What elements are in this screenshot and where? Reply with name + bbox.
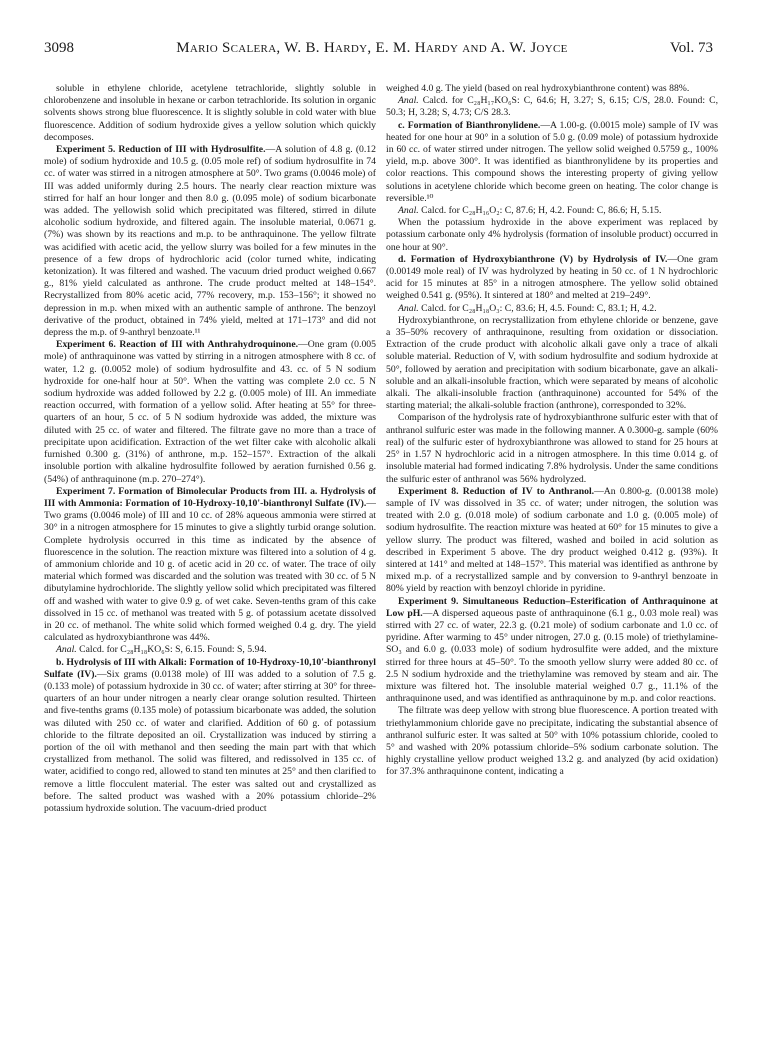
paragraph-text: —Six grams (0.0138 mole) of III was added to a solution of 7.5 g. (0.133 mole) of potassium hydroxide in 30 cc. of water; after stirring at 30° for three-quarters of an hour under nitrogen a nearly clear orange solution resulted. Thirteen and five-tenths grams (0.135 mole) of potassium bicarbonate was added, the solution was diluted with 250 cc. of water and clarified. Addition of 60 g. of potassium chloride to the filtrate deposited an oil. Crystallization was induced by stirring a portion of the oil with methanol and then seeding the main part with that which crystallized from methanol. The solid was filtered, and redissolved in 135 cc. of water, acidified to congo red, allowed to stand ten minutes at 25° and then clarified to remove a little flocculent material. The ester was salted out and crystallized as before. The salted product was washed with a 20% potassium chloride–2% potassium hydroxide solution. The vacuum-dried product [44, 668, 376, 814]
section-heading: d. Formation of Hydroxybianthrone (V) by Hydrolysis of IV. [398, 253, 668, 265]
paragraph-text: —Two grams (0.0046 mole) of III and 10 cc. of 28% aqueous ammonia were stirred at 30° in a nitrogen atmosphere for 15 minutes to give a slightly turbid orange solution. Complete hydrolysis occurred in this time as indicated by the absence of fluorescence in the solution. The reaction mixture was filtered into a solution of 4 g. of ammonium chloride and 10 g. of acetic acid in 20 cc. of water. The trace of oily material which formed was discarded and the solution was treated with 30 cc. of 5 N dibutylamine hydrochloride. The slightly yellow solid which precipitated was filtered off and washed with water to give 0.9 g. of wet cake. Seven-tenths gram of this cake dissolved in 15 cc. of methanol was treated with 5 g. of potassium acetate dissolved in 20 cc. of methanol. The white solid which formed weighed 0.4 g. dry. The yield calculated as hydroxybianthrone was 44%. [44, 497, 376, 644]
paragraph [44, 644, 376, 656]
paragraph [386, 95, 718, 119]
paragraph-text: —One gram (0.00149 mole real) of IV was hydrolyzed by heating in 50 cc. of 1 N hydrochloric acid for 15 minutes at 85° in a nitrogen atmosphere. The yellow solid obtained weighed 0.541 g. (95%). It sintered at 180° and melted at 219–249°. [386, 253, 718, 302]
paragraph [44, 339, 376, 485]
paragraph-text: Comparison of the hydrolysis rate of hydroxybianthrone sulfuric ester with that of anthranol sulfuric ester was made in the following manner. A 0.3000-g. sample (60% real) of the sulfuric ester of hydroxybianthrone was allowed to stand for 25 hours at 25° in 1.57 N hydrochloric acid in a nitrogen atmosphere. In this time 0.014 g. of insoluble material had formed indicating 7.8% hydrolysis. Under the same conditions the sulfuric ester of anthranol was 56% hydrolyzed. [386, 412, 718, 485]
section-heading: Experiment 8. Reduction of IV to Anthranol. [398, 485, 595, 497]
paragraph-text: soluble in ethylene chloride, acetylene tetrachloride, slightly soluble in chlorobenzene and insoluble in hexane or carbon tetrachloride. Its solution in organic solvents shows strong blue fluorescence. It is slightly soluble in cold water with blue fluorescence. Addition of sodium hydroxide gives a yellow solution which quickly decomposes. [44, 83, 376, 143]
paragraph [386, 205, 718, 217]
paragraph-text: Calcd. for C₂₈H₁₇KO₆S: C, 64.6; H, 3.27; S, 6.15; C/S, 28.0. Found: C, 50.3; H, 3.28; S, 4.73; C/S 28.3. [386, 95, 718, 119]
paragraph-text: Calcd. for C₂₈H₁₈O₃: C, 83.6; H, 4.5. Found: C, 83.1; H, 4.2. [418, 302, 657, 314]
section-heading: Experiment 6. Reaction of III with Anthrahydroquinone. [56, 339, 299, 351]
paragraph [386, 254, 718, 303]
paragraph-text: —A solution of 4.8 g. (0.12 mole) of sodium hydroxide and 10.5 g. (0.05 mole ref) of sodium hydrosulfite in 74 cc. of water was stirred in a nitrogen atmosphere at 50°. Two grams (0.0046 mole) of III was added uniformly during 2.5 hours. The nearly clear reaction mixture was stirred for half an hour longer and then 8.0 g. (0.095 mole) of sodium bicarbonate was added. The yellowish solid which precipitated was filtered, stirred in dilute alcoholic sodium hydroxide, and filtered again. The insoluble material, 0.0671 g. (7%) was shown by its reactions and m.p. to be anthraquinone. The yellow filtrate was acidified with acetic acid, the yellow slurry was boiled for a few minutes in the presence of a few drops of hydrochloric acid (color turned white, indicating ketonization). It was filtered and washed. The vacuum dried product weighed 0.667 g., 81% yield calculated as anthrone. The crude product melted at 148–154°. Recrystallized from 80% acetic acid, 77% recovery, m.p. 153–156°; it showed no depression in m.p. when mixed with an authentic sample of anthrone. The benzoyl derivative of the product, obtained in 74% yield, melted at 171–173° and did not depress the m.p. of 9-anthryl benzoate.¹¹ [44, 144, 376, 339]
paragraph [44, 83, 376, 144]
paragraph [386, 486, 718, 596]
paragraph [386, 596, 718, 706]
paragraph-text: Calcd. for C₂₈H₁₆O₂: C, 87.6; H, 4.2. Found: C, 86.6; H, 5.15. [418, 205, 662, 217]
section-heading: Experiment 7. Formation of Bimolecular Products from III. a. Hydrolysis of III with Ammonia: Formation of 10-Hydroxy-10,10'-bianthronyl Sulfate (IV). [44, 485, 376, 509]
analysis-label: Anal. [398, 302, 419, 314]
paragraph-text: The filtrate was deep yellow with strong blue fluorescence. A portion treated with triethylammonium chloride gave no precipitate, indicating the substantial absence of anthranol sulfuric ester. It was salted at 50° with 10% potassium chloride, cooled to 5° and washed with 20% potassium chloride–5% sodium carbonate solution. The highly crystalline yellow product weighed 13.2 g. and analyzed (by acid oxidation) for 37.3% anthraquinone content, indicating a [386, 705, 718, 778]
paragraph [386, 83, 718, 95]
paragraph [386, 315, 718, 413]
section-heading: Experiment 9. Simultaneous Reduction–Esterification of Anthraquinone at Low pH. [386, 595, 718, 619]
paragraph-text: —An 0.800-g. (0.00138 mole) sample of IV was dissolved in 35 cc. of water; under nitrogen, the solution was treated with 2.0 g. (0.018 mole) of sodium carbonate and 1.0 g. (0.005 mole) of sodium hydrosulfite. The reaction mixture was heated at 60° for 15 minutes to give a yellow slurry. The product was filtered, washed and boiled in acid solution as described in Experiment 5 above. The dry product weighed 0.412 g. (93%). It sintered at 141° and melted at 148–157°. This material was identified as anthrone by mixed m.p. of a recrystallized sample and by conversion to 9-anthryl benzoate in 80% yield by reaction with benzoyl chloride in pyridine. [386, 485, 718, 595]
paragraph-text: When the potassium hydroxide in the above experiment was replaced by potassium carbonate only 4% hydrolysis (formation of insoluble product) occurred in one hour at 90°. [386, 217, 718, 253]
paragraph [386, 217, 718, 254]
section-heading: c. Formation of Bianthronylidene. [398, 119, 541, 131]
paragraph [386, 412, 718, 485]
analysis-label: Anal. [398, 205, 419, 217]
page-number: 3098 [44, 40, 74, 56]
paragraph [386, 705, 718, 778]
paragraph [44, 486, 376, 645]
paragraph [386, 303, 718, 315]
section-heading: Experiment 5. Reduction of III with Hydrosulfite. [56, 144, 266, 156]
volume-number: Vol. 73 [669, 40, 713, 56]
right-column [386, 83, 718, 1033]
paragraph-text: Calcd. for C₂₈H₁₈KO₆S: S, 6.15. Found: S, 5.94. [76, 644, 267, 656]
paragraph [44, 657, 376, 816]
paragraph [44, 144, 376, 339]
running-header [44, 40, 713, 62]
paragraph-text: —A dispersed aqueous paste of anthraquinone (6.1 g., 0.03 mole real) was stirred with 27 cc. of water, 22.3 g. (0.21 mole) of sodium carbonate and 1.0 cc. of pyridine. After warming to 45° under nitrogen, 27.0 g. (0.15 mole) of triethylamine-SO₃ and 6.0 g. (0.033 mole) of sodium hydrosulfite were added, and the mixture stirred for three hours at 45–50°. To the smooth yellow slurry were added 80 cc. of 2.5 N sodium hydroxide and the triethylamine was removed by steam and air. The mixture was filtered hot. The insoluble material weighed 0.7 g., 11.1% of the anthraquinone used, and was identified as anthraquinone by m.p. and color reactions. [386, 607, 718, 705]
paragraph [386, 120, 718, 205]
analysis-label: Anal. [398, 95, 419, 107]
section-heading: b. Hydrolysis of III with Alkali: Formation of 10-Hydroxy-10,10'-bianthronyl Sulfate (IV). [44, 656, 376, 680]
paragraph-text: weighed 4.0 g. The yield (based on real hydroxybianthrone content) was 88%. [386, 83, 690, 94]
running-head-authors: Mario Scalera, W. B. Hardy, E. M. Hardy and A. W. Joyce [176, 40, 568, 56]
left-column [44, 83, 376, 1033]
paragraph-text: Hydroxybianthrone, on recrystallization from ethylene chloride or benzene, gave a 35–50% recovery of anthraquinone, resulting from oxidation or dissociation. Extraction of the crude product with alcoholic alkali gave only a trace of alkali soluble material. Reduction of V, with sodium hydrosulfite and sodium hydroxide at 50°, followed by aeration and precipitation with sodium bicarbonate, gave an alkali-soluble and an alkali-insoluble fraction, which were separated by means of alcoholic alkali. The alkali-insoluble fraction (anthraquinone) accounted for 54% of the starting material; the alkali-soluble fraction (anthrone), corresponded to 32%. [386, 314, 718, 412]
paragraph-text: —One gram (0.005 mole) of anthraquinone was vatted by stirring in a nitrogen atmosphere with 8 cc. of water, 1.2 g. (0.0052 mole) of sodium hydrosulfite and 43. cc. of 5 N sodium hydroxide for one-half hour at 50°. When the vatting was complete 2.0 cc. 5 N sodium hydroxide was added followed by 2.2 g. (0.005 mole) of III. An immediate reaction occurred, with formation of a yellow solid. After heating at 55° for three-quarters of an hour, 5 cc. of 5 N sodium hydroxide was added, the mixture was diluted with 25 cc. of water and filtered. The filtrate gave no more than a trace of precipitate upon acidification. Extraction of the wet filter cake with alcoholic alkali furnished 0.300 g. (31%) of anthrone, m.p. 152–157°. Extraction of the alkali insoluble portion with alkaline hydrosulfite followed by aeration furnished 0.56 g. (54%) of anthraquinone (m.p. 270–274°). [44, 339, 376, 485]
paragraph-text: —A 1.00-g. (0.0015 mole) sample of IV was heated for one hour at 90° in a solution of 5.0 g. (0.09 mole) of potassium hydroxide in 60 cc. of water stirred under nitrogen. The yellow solid weighed 0.5759 g., 100% yield, m.p. above 300°. It was identified as bianthronylidene by its properties and color reactions. This compound shows the interesting property of giving yellow solutions in acetylene chloride which become green on heating. The color change is reversible.¹⁰ [386, 119, 718, 204]
analysis-label: Anal. [56, 644, 77, 656]
